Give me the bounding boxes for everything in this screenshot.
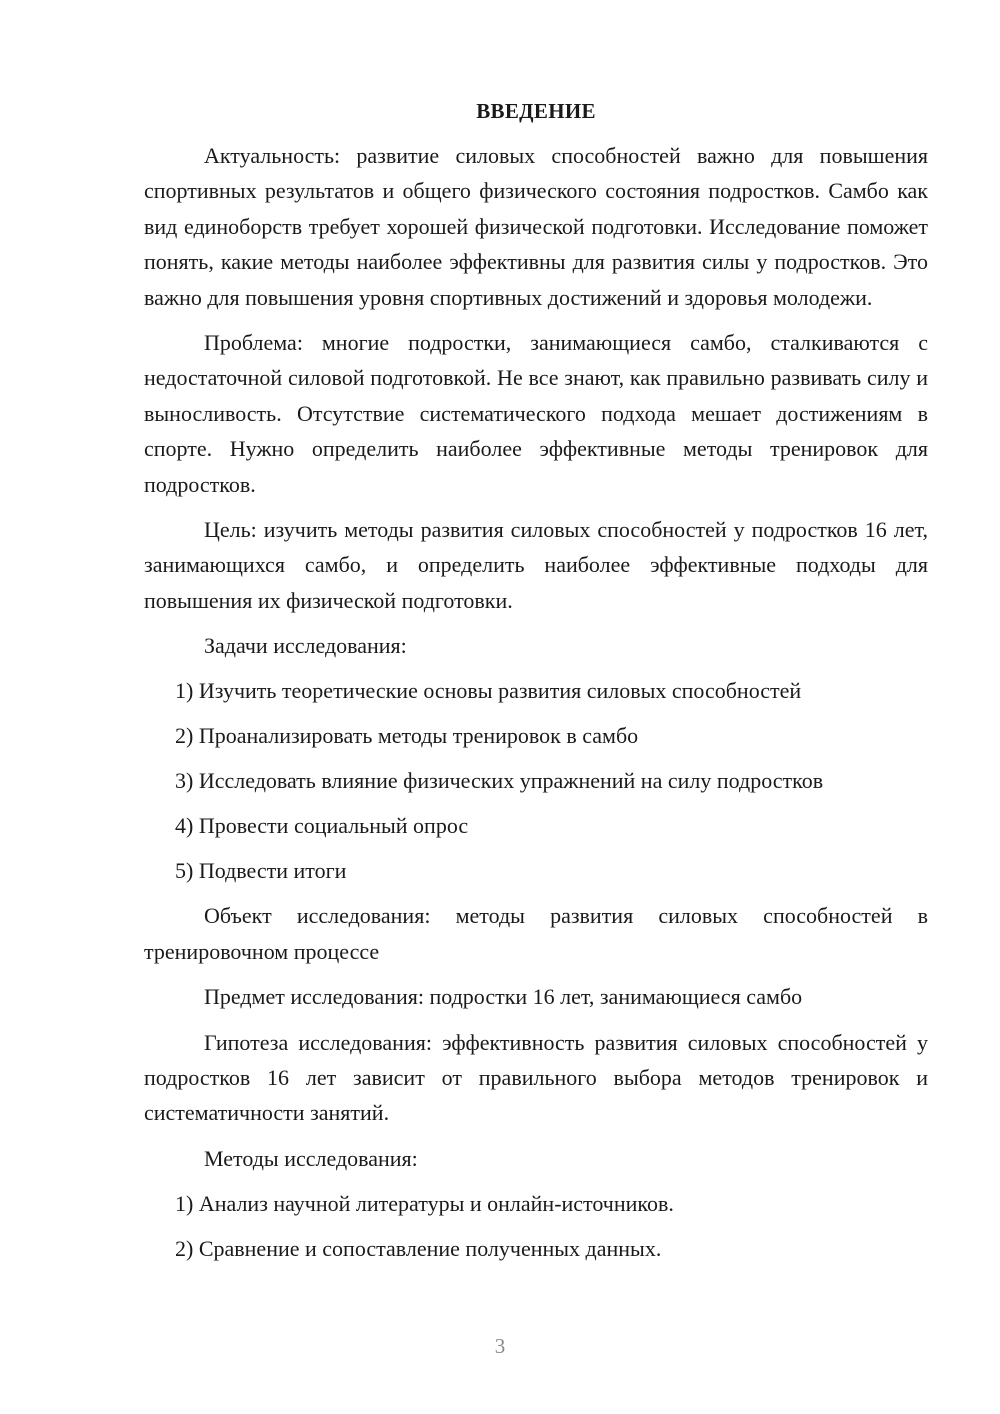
task-item-1: 1) Изучить теоретические основы развития силовых способностей xyxy=(175,678,802,704)
page-number: 3 xyxy=(494,1334,506,1358)
methods-title: Методы исследования: xyxy=(204,1145,418,1171)
task-item-4: 4) Провести социальный опрос xyxy=(175,813,469,839)
task-item-2: 2) Проанализировать методы тренировок в самбо xyxy=(175,723,639,749)
task-item-5: 5) Подвести итоги xyxy=(175,858,347,884)
task-item-3: 3) Исследовать влияние физических упражнений на силу подростков xyxy=(175,768,824,794)
method-item-1: 1) Анализ научной литературы и онлайн-источников. xyxy=(175,1190,674,1216)
subject-paragraph: Предмет исследования: подростки 16 лет, занимающиеся самбо xyxy=(204,984,803,1010)
method-item-2: 2) Сравнение и сопоставление полученных данных. xyxy=(175,1235,662,1261)
document-page xyxy=(144,95,928,1276)
page-title: ВВЕДЕНИЕ xyxy=(476,99,596,123)
tasks-title: Задачи исследования: xyxy=(204,633,407,659)
relevance-paragraph: Актуальность: развитие силовых способностей важно для повышения спортивных результатов и общего физического состояния подростков. Самбо как вид единоборств требует хорошей физической подготовки. Исследование поможет понять, какие методы наиболее эффективны для развития силы у подростков. Это важно для повышения уровня спортивных достижений и здоровья молодежи. xyxy=(144,143,928,310)
goal-paragraph: Цель: изучить методы развития силовых способностей у подростков 16 лет, занимающихся самбо, и определить наиболее эффективные подходы для повышения их физической подготовки. xyxy=(144,517,928,613)
hypothesis-paragraph: Гипотеза исследования: эффективность развития силовых способностей у подростков 16 лет зависит от правильного выбора методов тренировок и систематичности занятий. xyxy=(144,1029,928,1126)
object-paragraph: Объект исследования: методы развития силовых способностей в тренировочном процессе xyxy=(144,903,928,964)
problem-paragraph: Проблема: многие подростки, занимающиеся самбо, сталкиваются с недостаточной силовой подготовкой. Не все знают, как правильно развивать силу и выносливость. Отсутствие систематического подхода мешает достижениям в спорте. Нужно определить наиболее эффективные методы тренировок для подростков. xyxy=(144,330,928,497)
